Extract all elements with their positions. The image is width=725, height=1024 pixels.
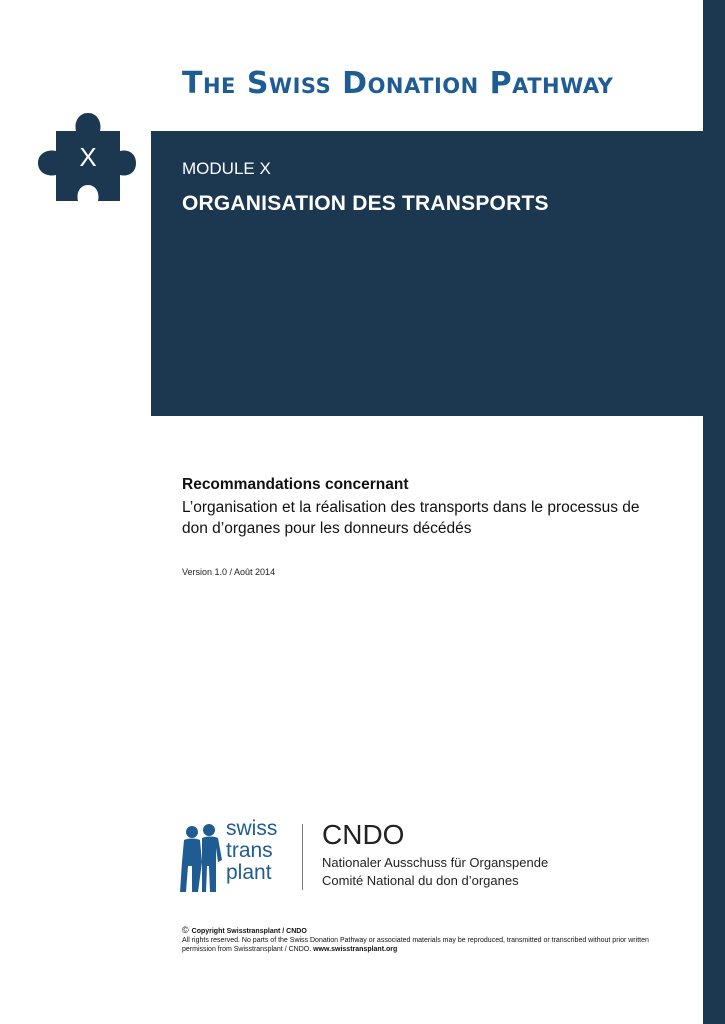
logo-area [178,818,598,898]
logo-divider [302,824,303,890]
module-label: MODULE X [182,159,271,178]
copyright-heading: Copyright Swisstransplant / CNDO [191,928,307,935]
recommendations-body: L’organisation et la réalisation des transports dans le processus de don d’organes pour les donneurs décédés [182,499,640,537]
swisstransplant-word-trans: trans [226,839,273,862]
cndo-german-line: Nationaler Ausschuss für Organspende [322,855,549,870]
recommendations-heading: Recommandations concernant [182,476,409,493]
module-badge: X [79,142,97,172]
module-banner [151,131,703,416]
copyright-block [182,926,652,954]
swisstransplant-word-swiss: swiss [226,817,278,840]
swisstransplant-figures-icon [178,822,224,894]
swisstransplant-word-plant: plant [226,861,272,884]
cndo-french-line: Comité National du don d’organes [322,873,519,888]
module-title: ORGANISATION DES TRANSPORTS [182,192,549,215]
document-title: The Swiss Donation Pathway [182,66,614,101]
website-link[interactable]: www.swisstransplant.org [313,946,398,953]
right-edge-bar [703,0,725,1024]
cndo-name: CNDO [322,819,405,850]
copyright-notice: All rights reserved. No parts of the Swiss Donation Pathway or associated materials may be reproduced, transmitted or transcribed without prior written permission from Swisstransplant / CNDO. [182,937,649,953]
version-text: Version 1.0 / Août 2014 [182,567,276,577]
copyright-symbol: © [182,925,189,935]
